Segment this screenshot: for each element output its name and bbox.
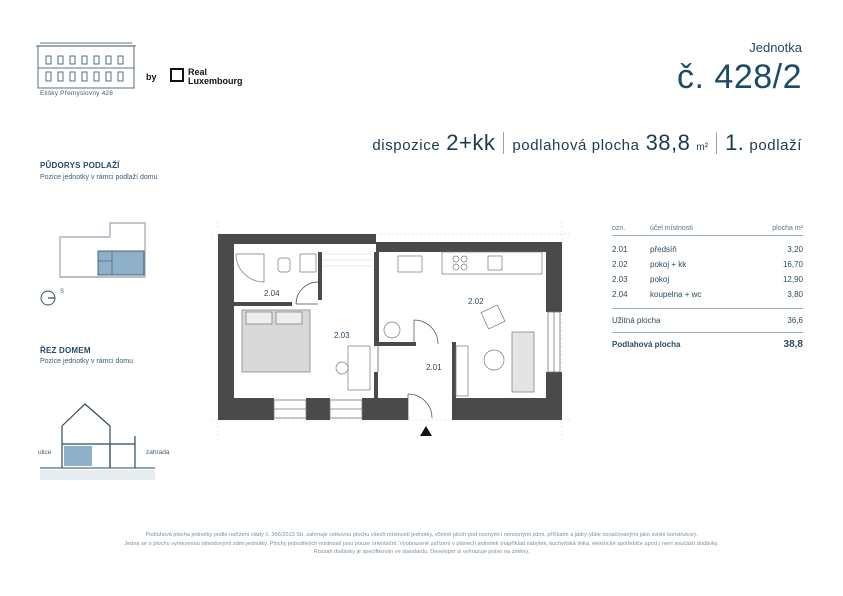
footer-disclaimer <box>20 531 823 557</box>
building-section-diagram <box>40 396 155 486</box>
row-id: 2.01 <box>612 245 628 254</box>
room-label-201: 2.01 <box>426 363 442 372</box>
header-id: ozn. <box>612 225 626 232</box>
row-id: 2.04 <box>612 290 628 299</box>
area-unit: m² <box>696 142 709 153</box>
floor-value: 1. <box>725 130 745 155</box>
real-luxembourg-logo-icon <box>170 68 184 82</box>
row-purpose: pokoj + kk <box>650 260 687 269</box>
partner-name-line2: Luxembourg <box>188 76 243 86</box>
row-id: 2.02 <box>612 260 628 269</box>
footer-line-2: Jedná se o plochu vymezenou obvodovými zdmi jednotky. Plochy jednotlivých místností jsou pouze orientační. Vyobrazené zařízení v plánech jednotek (například nábytek, kuchyňská linka, elektrické spotřebiče apod.) není součástí dodávky. <box>124 540 719 547</box>
footer-line-3: Rozsah dodávky je specifikován ve standardu. Developer si vyhrazuje právo na změny. <box>313 549 530 555</box>
layout-label: dispozice <box>372 137 441 154</box>
room-label-204: 2.04 <box>264 289 280 298</box>
row-area: 16,70 <box>782 260 803 269</box>
row-area: 3,20 <box>787 245 803 254</box>
floor-area-label: Podlahová plocha <box>612 340 681 349</box>
unit-specs <box>372 130 802 156</box>
partner-name <box>188 68 258 86</box>
unit-label: Jednotka <box>749 40 802 55</box>
logo-caption: Elišky Přemyslovny 428 <box>40 90 114 97</box>
table-row <box>612 242 803 257</box>
row-id: 2.03 <box>612 275 628 284</box>
footer-line-1: Podlahová plocha jednotky podle nařízení vlády č. 366/2013 Sb. zahrnuje celkovou plochu všech místností jednotky, včetně ploch pod nosnými i nenosnými zdmi, příčkami a jádry (dále označovanými jako svislé konstrukce). <box>145 532 698 538</box>
table-header <box>612 222 803 236</box>
row-purpose: předsíň <box>650 245 677 254</box>
row-area: 12,90 <box>782 275 803 284</box>
floor-plan-subtitle: Pozice jednotky v rámci podlaží domu <box>40 174 158 181</box>
room-label-203: 2.03 <box>334 331 350 340</box>
section-subtitle: Pozice jednotky v rámci domu <box>40 358 133 365</box>
bathroom-fixtures <box>236 254 316 282</box>
row-area: 3,80 <box>787 290 803 299</box>
row-purpose: koupelna + wc <box>650 290 702 299</box>
header-purpose: účel místnosti <box>650 225 693 232</box>
partner-name-line1: Real <box>188 67 208 77</box>
floor-plan-title: PŮDORYS PODLAŽÍ <box>40 161 120 170</box>
table-row <box>612 257 803 272</box>
street-label: ulice <box>38 449 52 456</box>
compass-label: S <box>60 289 65 295</box>
table-row <box>612 287 803 302</box>
row-purpose: pokoj <box>650 275 670 284</box>
section-title: ŘEZ DOMEM <box>40 346 91 355</box>
garden-label: zahrada <box>146 449 170 456</box>
usable-area-value: 36,6 <box>787 316 803 325</box>
bed <box>242 310 310 372</box>
table-row <box>612 272 803 287</box>
unit-number: č. 428/2 <box>677 58 802 96</box>
area-label: podlahová plocha <box>512 137 640 154</box>
floor-plan <box>212 222 570 440</box>
layout-value: 2+kk <box>446 130 496 155</box>
unit-highlight <box>98 251 144 275</box>
room-label-202: 2.02 <box>468 297 484 306</box>
usable-area-row <box>612 308 803 328</box>
floor-label: podlaží <box>749 137 802 154</box>
area-value: 38,8 <box>645 130 691 155</box>
kitchen <box>398 252 542 274</box>
spec-divider <box>716 132 717 154</box>
unit-section-highlight <box>64 446 92 466</box>
rooms-table <box>612 222 803 352</box>
usable-area-label: Užitná plocha <box>612 316 661 325</box>
floor-area-row <box>612 332 803 352</box>
floor-position-diagram <box>40 215 160 295</box>
spec-divider <box>503 132 504 154</box>
header-area: plocha m² <box>772 225 803 232</box>
entrance-arrow-icon <box>420 426 432 436</box>
by-label: by <box>146 72 157 82</box>
compass-icon <box>38 288 65 308</box>
floor-area-value: 38,8 <box>783 339 803 350</box>
